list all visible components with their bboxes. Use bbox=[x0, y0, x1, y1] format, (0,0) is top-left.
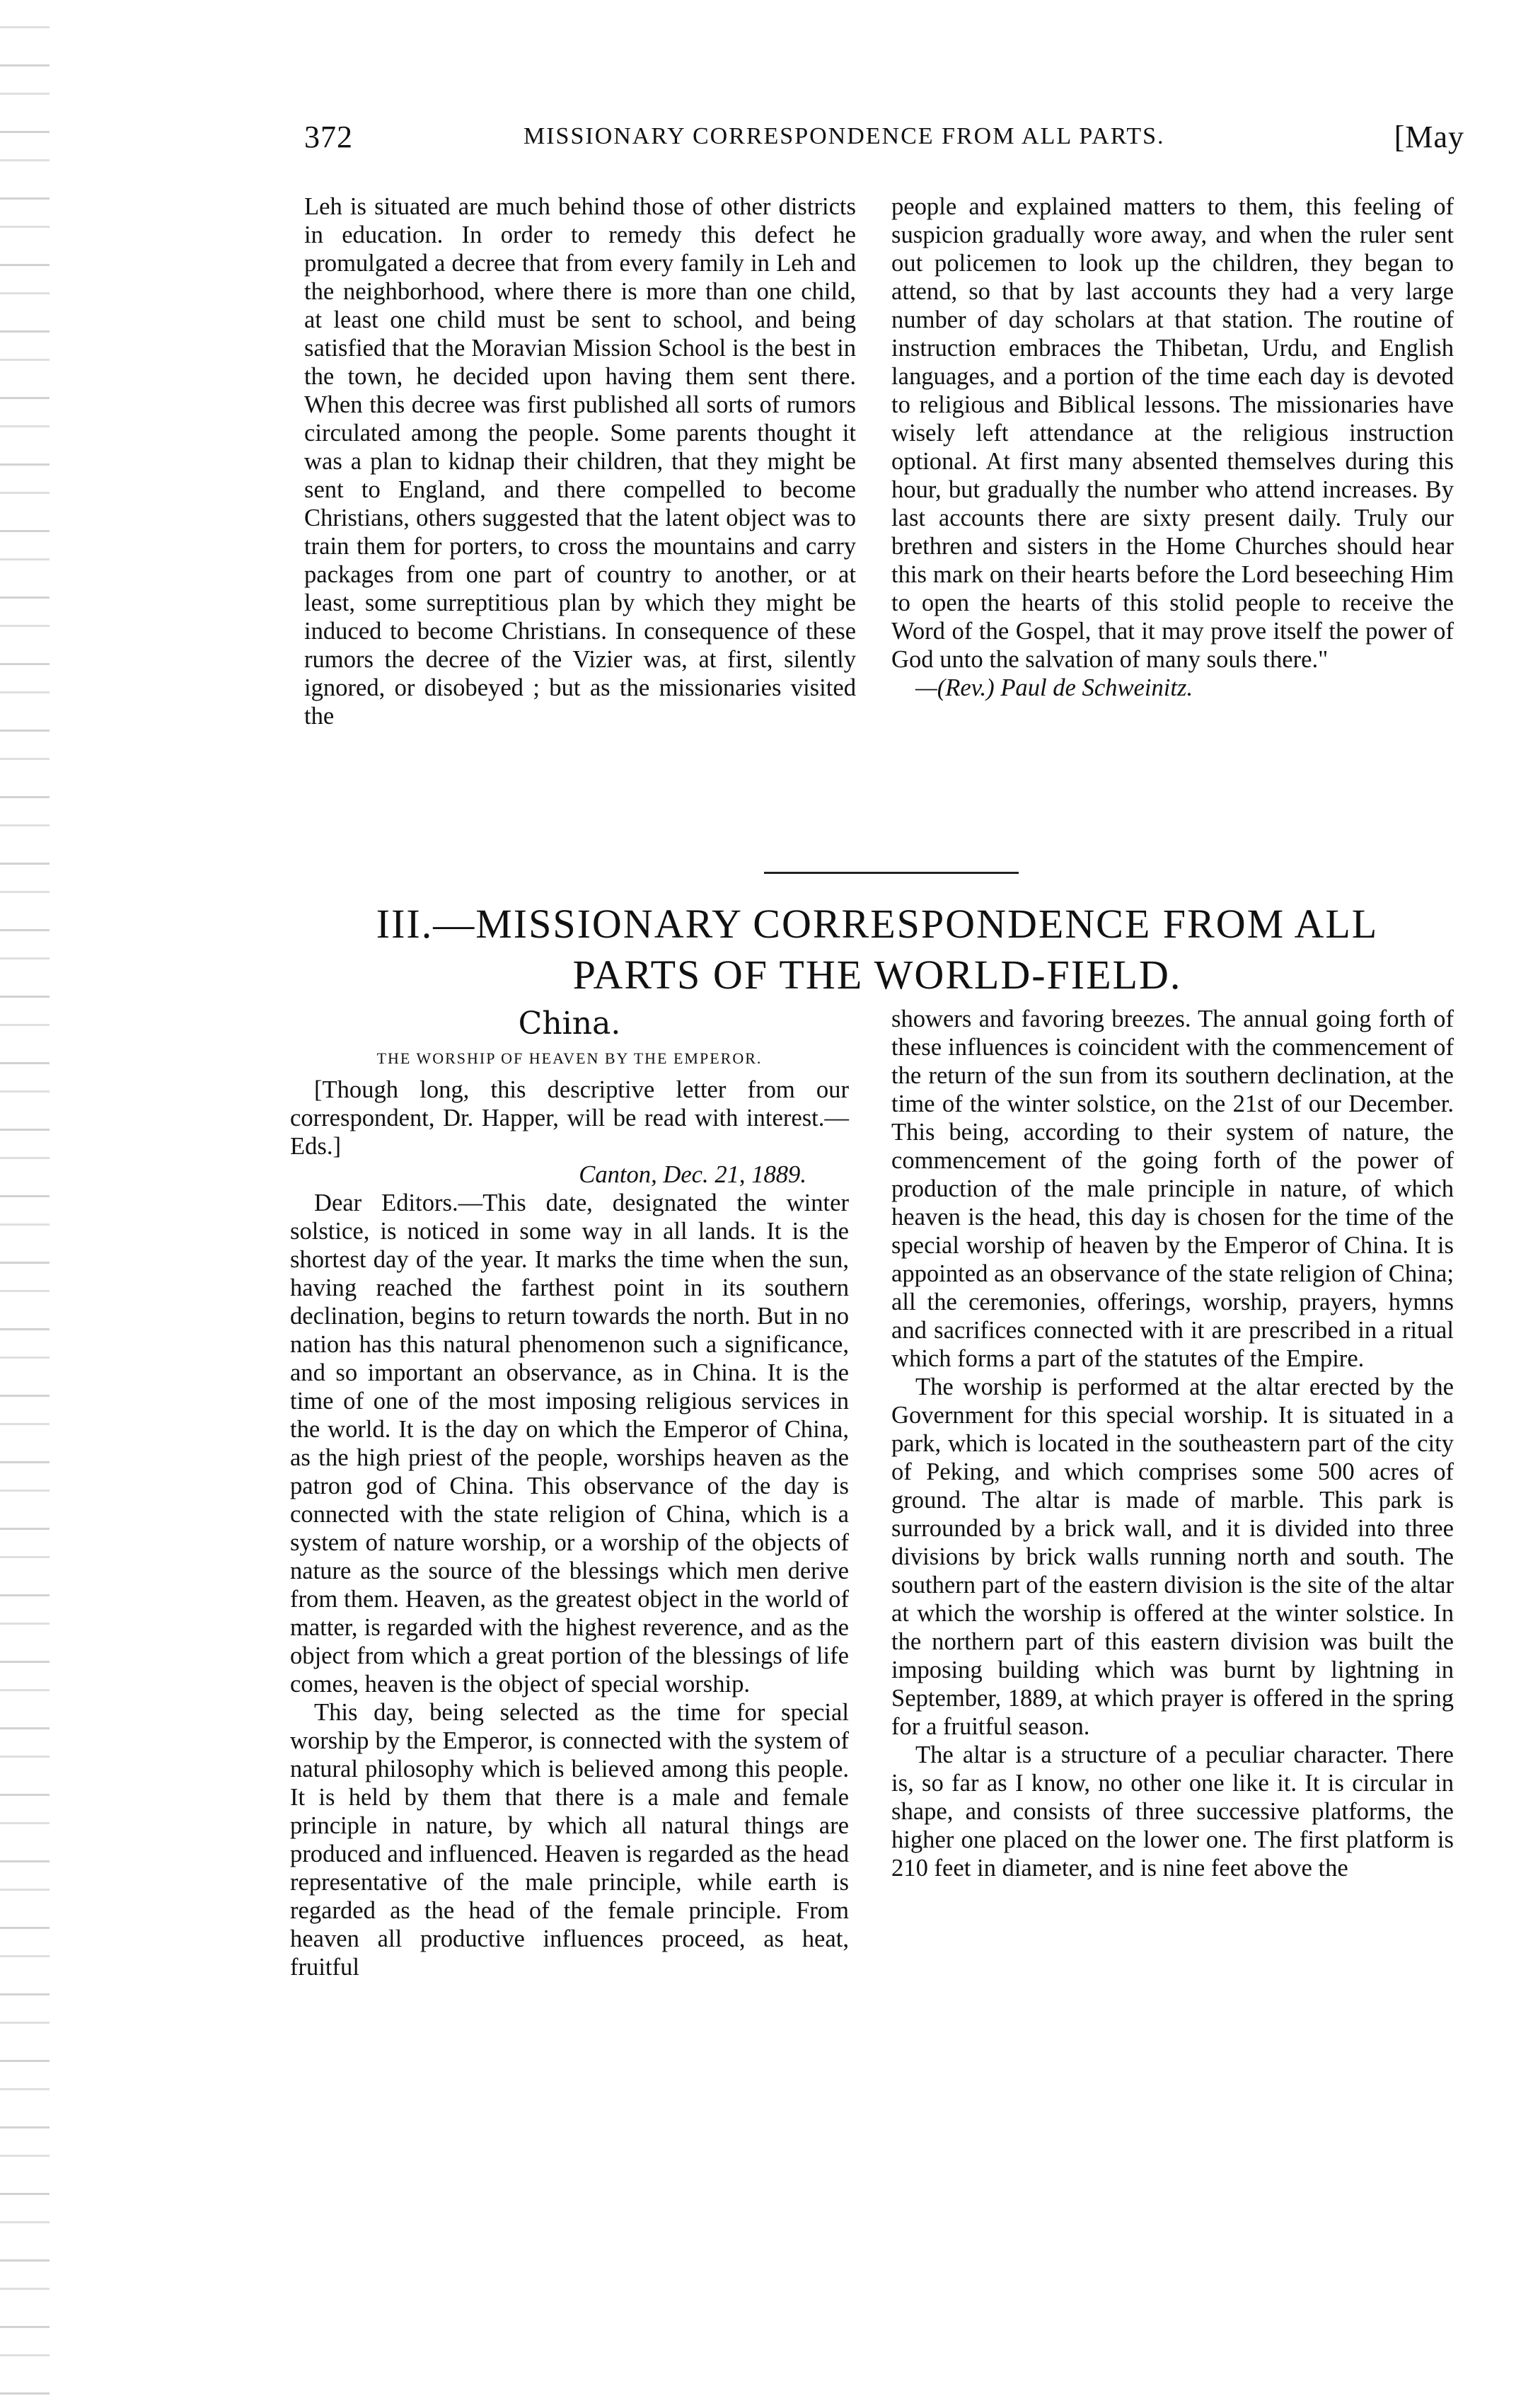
paragraph: This day, being selected as the time for special worship by the Emperor, is connected with the system of natural philosophy which is believed among this people. It is held by them that there is a male and female principle in nature, by which all natural things are produced and influenced. Heaven is regarded as the head representative of the male principle, while earth is regarded as the head of the female principle. From heaven all productive influences proceed, as heat, fruitful bbox=[290, 1699, 849, 1981]
paragraph: Leh is situated are much behind those of other districts in education. In order to remedy this defect he promulgated a decree that from every family in Leh and the neighborhood, where there is more than one child, at least one child must be sent to school, and being satisfied that the Moravian Mission School is the best in the town, he decided upon having them sent there. When this decree was first published all sorts of rumors circulated among the people. Some parents thought it was a plan to kidnap their children, that they might be sent to England, and there compelled to become Christians, others suggested that the latent object was to train them for porters, to cross the mountains and carry packages from one part of country to another, or at least, some surreptitious plan by which they might be induced to become Christians. In consequence of these rumors the decree of the Vizier was, at first, silently ignored, or disobeyed ; but as the missionaries visited the bbox=[304, 193, 856, 730]
top-right-column bbox=[891, 192, 1454, 702]
article-subheading: THE WORSHIP OF HEAVEN BY THE EMPEROR. bbox=[376, 1049, 763, 1067]
editor-note: [Though long, this descriptive letter from our correspondent, Dr. Happer, will be read with interest.—Eds.] bbox=[290, 1076, 849, 1160]
paragraph: The worship is performed at the altar erected by the Government for this special worship. It is situated in a park, which is located in the southeastern part of the city of Peking, and which comprises some 500 acres of ground. The altar is made of marble. This park is surrounded by a brick wall, and it is divided into three divisions by brick walls running north and south. The southern part of the eastern division is the site of the altar at which the worship is offered at the winter solstice. In the northern part of this eastern division was built the imposing building which was burnt by lightning in September, 1889, at which prayer is offered in the spring for a fruitful season. bbox=[891, 1373, 1454, 1740]
top-left-column bbox=[304, 192, 856, 730]
running-title: MISSIONARY CORRESPONDENCE FROM ALL PARTS. bbox=[523, 123, 1165, 149]
section-heading: China. bbox=[518, 1006, 621, 1042]
dateline: Canton, Dec. 21, 1889. bbox=[579, 1161, 806, 1188]
scan-edge-artifact bbox=[0, 0, 50, 2408]
main-right-column bbox=[891, 1005, 1454, 1882]
page-number: 372 bbox=[304, 120, 353, 154]
section-title bbox=[290, 899, 1464, 1001]
paragraph: Dear Editors.—This date, designated the winter solstice, is noticed in some way in all lands. It is the shortest day of the year. It marks the time when the sun, having reached the farthest point in its southern declination, begins to return towards the north. But in no nation has this natural phenomenon such a significance, and so important an observance, as in China. It is the time of one of the most imposing religious services in the world. It is the day on which the Emperor of China, as the high priest of the people, worships heaven as the patron god of China. This observance of the day is connected with the state religion of China, which is a system of nature worship, or a worship of the objects of nature as the source of the blessings which men derive from them. Heaven, as the greatest object in the world of matter, is regarded with the highest reverence, and as the object from which a great portion of the blessings of life comes, heaven is the object of special worship. bbox=[290, 1189, 849, 1698]
section-title-line-2: PARTS OF THE WORLD-FIELD. bbox=[572, 952, 1182, 998]
paragraph: people and explained matters to them, this feeling of suspicion gradually wore away, and when the ruler sent out policemen to look up the children, they began to attend, so that by last accounts they had a very large number of day scholars at that station. The routine of instruction embraces the Thibetan, Urdu, and English languages, and a portion of the time each day is devoted to religious and Biblical lessons. The missionaries have wisely left attendance at the religious instruction optional. At first many absented themselves during this hour, but gradually the number who attend increases. By last accounts there are sixty present daily. Truly our brethren and sisters in the Home Churches should hear this mark on their hearts before the Lord beseeching Him to open the hearts of this stolid people to receive the Word of the Gospel, that it may prove itself the power of God unto the salvation of many souls there." bbox=[891, 193, 1454, 673]
paragraph: showers and favoring breezes. The annual going forth of these influences is coincident with the commencement of the return of the sun from its southern declination, at the time of the winter solstice, on the 21st of our December. This being, according to their system of nature, the commencement of the going forth of the power of production of the male principle in nature, of which heaven is the head, this day is chosen for the time of the special worship of heaven by the Emperor of China. It is appointed as an observance of the state religion of China; all the ceremonies, offerings, worship, prayers, hymns and sacrifices connected with it are prescribed in a ritual which forms a part of the statutes of the Empire. bbox=[891, 1006, 1454, 1372]
section-divider bbox=[764, 872, 1019, 874]
main-left-column bbox=[290, 1005, 849, 1981]
paragraph: The altar is a structure of a peculiar character. There is, so far as I know, no other one like it. It is circular in shape, and consists of three successive platforms, the higher one placed on the lower one. The first platform is 210 feet in diameter, and is nine feet above the bbox=[891, 1741, 1454, 1882]
section-title-line-1: III.—MISSIONARY CORRESPONDENCE FROM ALL bbox=[376, 901, 1379, 947]
header-month: [May bbox=[1394, 120, 1464, 154]
running-header bbox=[304, 119, 1464, 161]
signature: —(Rev.) Paul de Schweinitz. bbox=[915, 674, 1193, 701]
